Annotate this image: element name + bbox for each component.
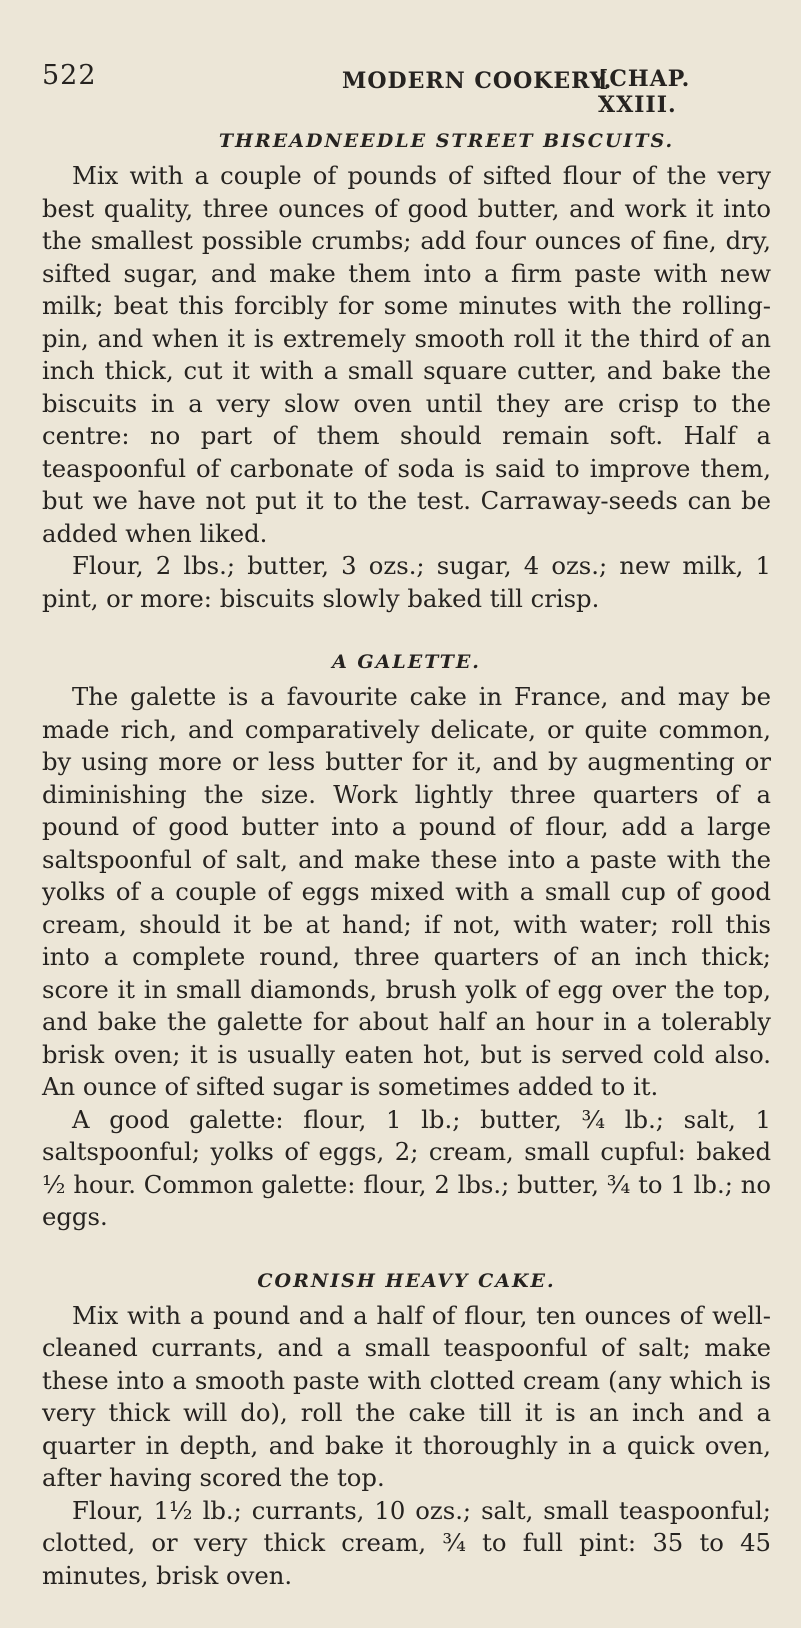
recipe-title: CORNISH HEAVY CAKE. — [257, 1269, 556, 1292]
chapter-label: [CHAP. XXIII. — [598, 66, 691, 118]
recipe-a-galette — [42, 651, 771, 1234]
recipe-body: The galette is a favourite cake in France, and may be made rich, and comparatively delicate, or quite common, by using more or less butter for it, and by augmenting or diminishing the size. Work lightly three quarters of a pound of good butter into a pound of flour, add a large saltspoonful of salt, and make these into a paste with the yolks of a couple of eggs mixed with a small cup of good cream, should it be at hand; if not, with water; roll this into a complete round, three quarters of an inch thick; score it in small diamonds, brush yolk of egg over the top, and bake the galette for about half an hour in a tolerably brisk oven; it is usually eaten hot, but is served cold also. An ounce of sifted sugar is sometimes added to it. — [42, 682, 771, 1101]
recipe-summary: Flour, 2 lbs.; butter, 3 ozs.; sugar, 4 ozs.; new milk, 1 pint, or more: biscuits slowly baked till crisp. — [42, 551, 771, 613]
page-number: 522 — [42, 60, 97, 91]
recipe-title: THREADNEEDLE STREET BISCUITS. — [218, 130, 675, 152]
recipe-summary: Flour, 1½ lb.; currants, 10 ozs.; salt, small teaspoonful; clotted, or very thick cream, ¾ to full pint: 35 to 45 minutes, brisk oven. — [42, 1495, 771, 1590]
recipe-body: Mix with a pound and a half of flour, ten ounces of well-cleaned currants, and a small teaspoonful of salt; make these into a smooth paste with clotted cream (any which is very thick will do), roll the cake till it is an inch and a quarter in depth, and bake it thoroughly in a quick oven, after having scored the top. — [42, 1300, 771, 1492]
recipe-cornish-heavy-cake — [42, 1270, 771, 1593]
recipe-body: Mix with a couple of pounds of sifted flour of the very best quality, three ounces of good butter, and work it into the smallest possible crumbs; add four ounces of fine, dry, sifted sugar, and make them into a firm paste with new milk; beat this forcibly for some minutes with the rolling-pin, and when it is extremely smooth roll it the third of an inch thick, cut it with a small square cutter, and bake the biscuits in a very slow oven until they are crisp to the centre: no part of them should remain soft. Half a teaspoonful of carbonate of soda is said to improve them, but we have not put it to the test. Carraway-seeds can be added when liked. — [42, 161, 771, 548]
running-head — [42, 60, 771, 118]
recipe-title: A GALETTE. — [332, 651, 481, 673]
recipe-threadneedle-street-biscuits — [42, 130, 771, 615]
page-content — [42, 130, 771, 1628]
recipe-summary: A good galette: flour, 1 lb.; butter, ¾ lb.; salt, 1 saltspoonful; yolks of eggs, 2; cream, small cupful: baked ½ hour. Common galette: flour, 2 lbs.; butter, ¾ to 1 lb.; no eggs. — [42, 1104, 771, 1231]
book-title: MODERN COOKERY. — [342, 68, 613, 94]
